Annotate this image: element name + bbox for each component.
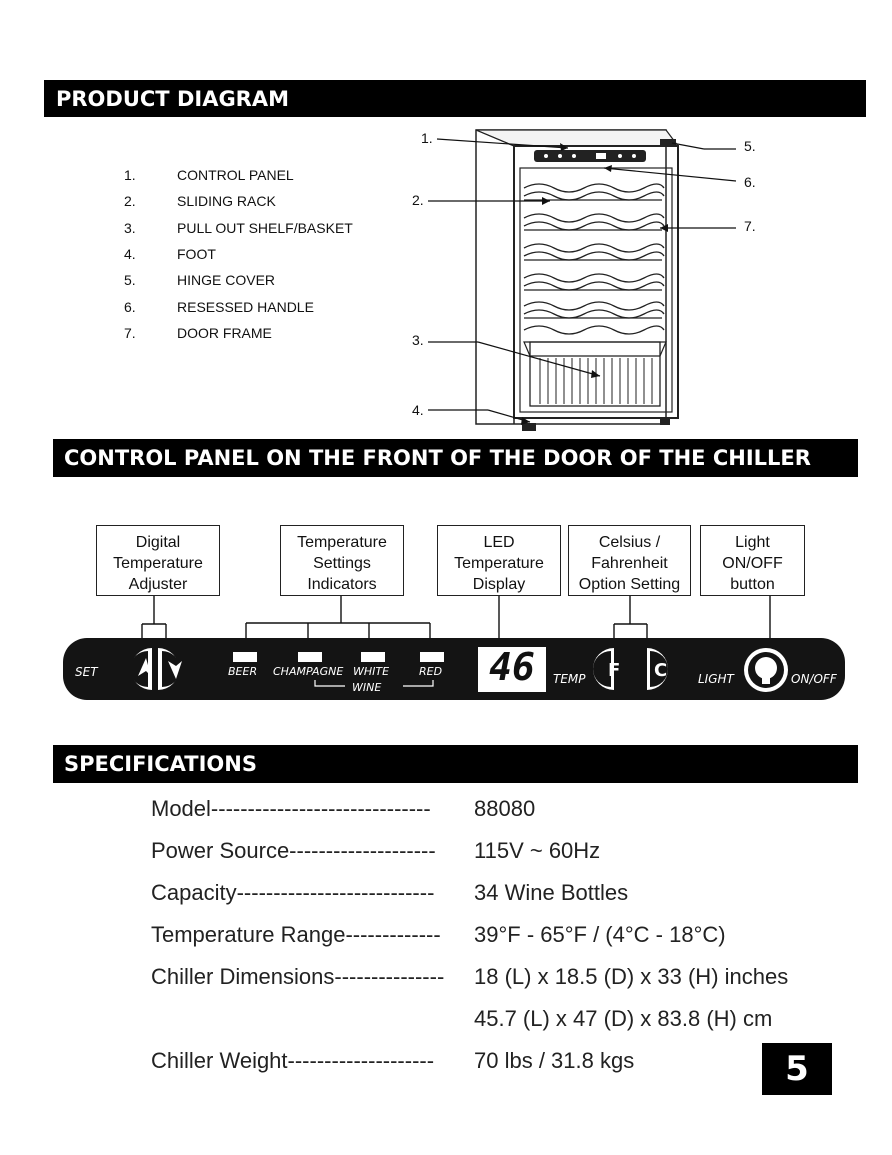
led-temperature-display-label: LED Temperature Display [437, 525, 561, 596]
spec-weight-label: Chiller Weight-------------------- [151, 1048, 435, 1073]
spec-temperature-value: 39°F - 65°F / (4°C - 18°C) [474, 922, 726, 947]
control-panel-header [53, 439, 858, 477]
callout-6: 6. [744, 174, 756, 190]
specifications-title: SPECIFICATIONS [64, 752, 257, 776]
spec-dimensions-label: Chiller Dimensions--------------- [151, 964, 445, 989]
red-indicator-label: RED [419, 665, 443, 678]
spec-dimensions-value: 18 (L) x 18.5 (D) x 33 (H) inches [474, 964, 789, 989]
light-onoff-button-label: Light ON/OFF button [700, 525, 805, 596]
spec-capacity-value: 34 Wine Bottles [474, 880, 629, 905]
page-number: 5 [762, 1043, 832, 1095]
spec-temperature-label: Temperature Range------------- [151, 922, 441, 947]
spec-capacity-label: Capacity--------------------------- [151, 880, 435, 905]
temp-label: TEMP [553, 672, 586, 686]
list-item: 2. SLIDING RACK [124, 193, 276, 210]
spec-power-label: Power Source-------------------- [151, 838, 436, 863]
wine-label: WINE [352, 681, 382, 694]
spec-power-value: 115V ~ 60Hz [474, 838, 601, 863]
wine-chiller-drawing [0, 0, 892, 440]
onoff-label: ON/OFF [791, 672, 837, 686]
product-diagram-title: PRODUCT DIAGRAM [56, 86, 289, 111]
callout-5: 5. [744, 138, 756, 154]
spec-weight-value: 70 lbs / 31.8 kgs [474, 1048, 635, 1073]
led-display-value: 46 [489, 645, 535, 689]
list-item: 7. DOOR FRAME [124, 324, 272, 341]
list-item: 3. PULL OUT SHELF/BASKET [124, 219, 353, 236]
list-item: 1. CONTROL PANEL [124, 167, 294, 184]
spec-model-value: 88080 [474, 796, 536, 821]
celsius-button[interactable]: C [654, 660, 668, 681]
beer-indicator-label: BEER [228, 665, 258, 678]
digital-temperature-adjuster-label: Digital Temperature Adjuster [96, 525, 220, 596]
set-label: SET [75, 665, 98, 679]
light-label: LIGHT [698, 672, 734, 686]
spec-model-label: Model------------------------------ [151, 796, 431, 821]
light-onoff-button[interactable] [744, 648, 788, 692]
spec-dimensions-metric-value: 45.7 (L) x 47 (D) x 83.8 (H) cm [474, 1006, 773, 1031]
champagne-indicator-label: CHAMPAGNE [273, 665, 344, 678]
callout-2: 2. [412, 192, 424, 208]
fahrenheit-button[interactable]: F [608, 660, 621, 681]
callout-7: 7. [744, 218, 756, 234]
control-panel-title: CONTROL PANEL ON THE FRONT OF THE DOOR OF THE CHILLER [64, 446, 811, 470]
list-item: 6. RESESSED HANDLE [124, 298, 314, 315]
callout-4: 4. [412, 402, 424, 418]
specifications-header [53, 745, 858, 783]
callout-3: 3. [412, 332, 424, 348]
celsius-fahrenheit-option-label: Celsius / Fahrenheit Option Setting [568, 525, 691, 596]
callout-1: 1. [421, 130, 433, 146]
temperature-settings-indicators-label: Temperature Settings Indicators [280, 525, 404, 596]
list-item: 4. FOOT [124, 246, 216, 263]
temperature-down-button[interactable] [158, 648, 182, 690]
list-item: 5. HINGE COVER [124, 272, 276, 289]
white-indicator-label: WHITE [353, 665, 390, 678]
temperature-up-button[interactable] [130, 648, 154, 690]
